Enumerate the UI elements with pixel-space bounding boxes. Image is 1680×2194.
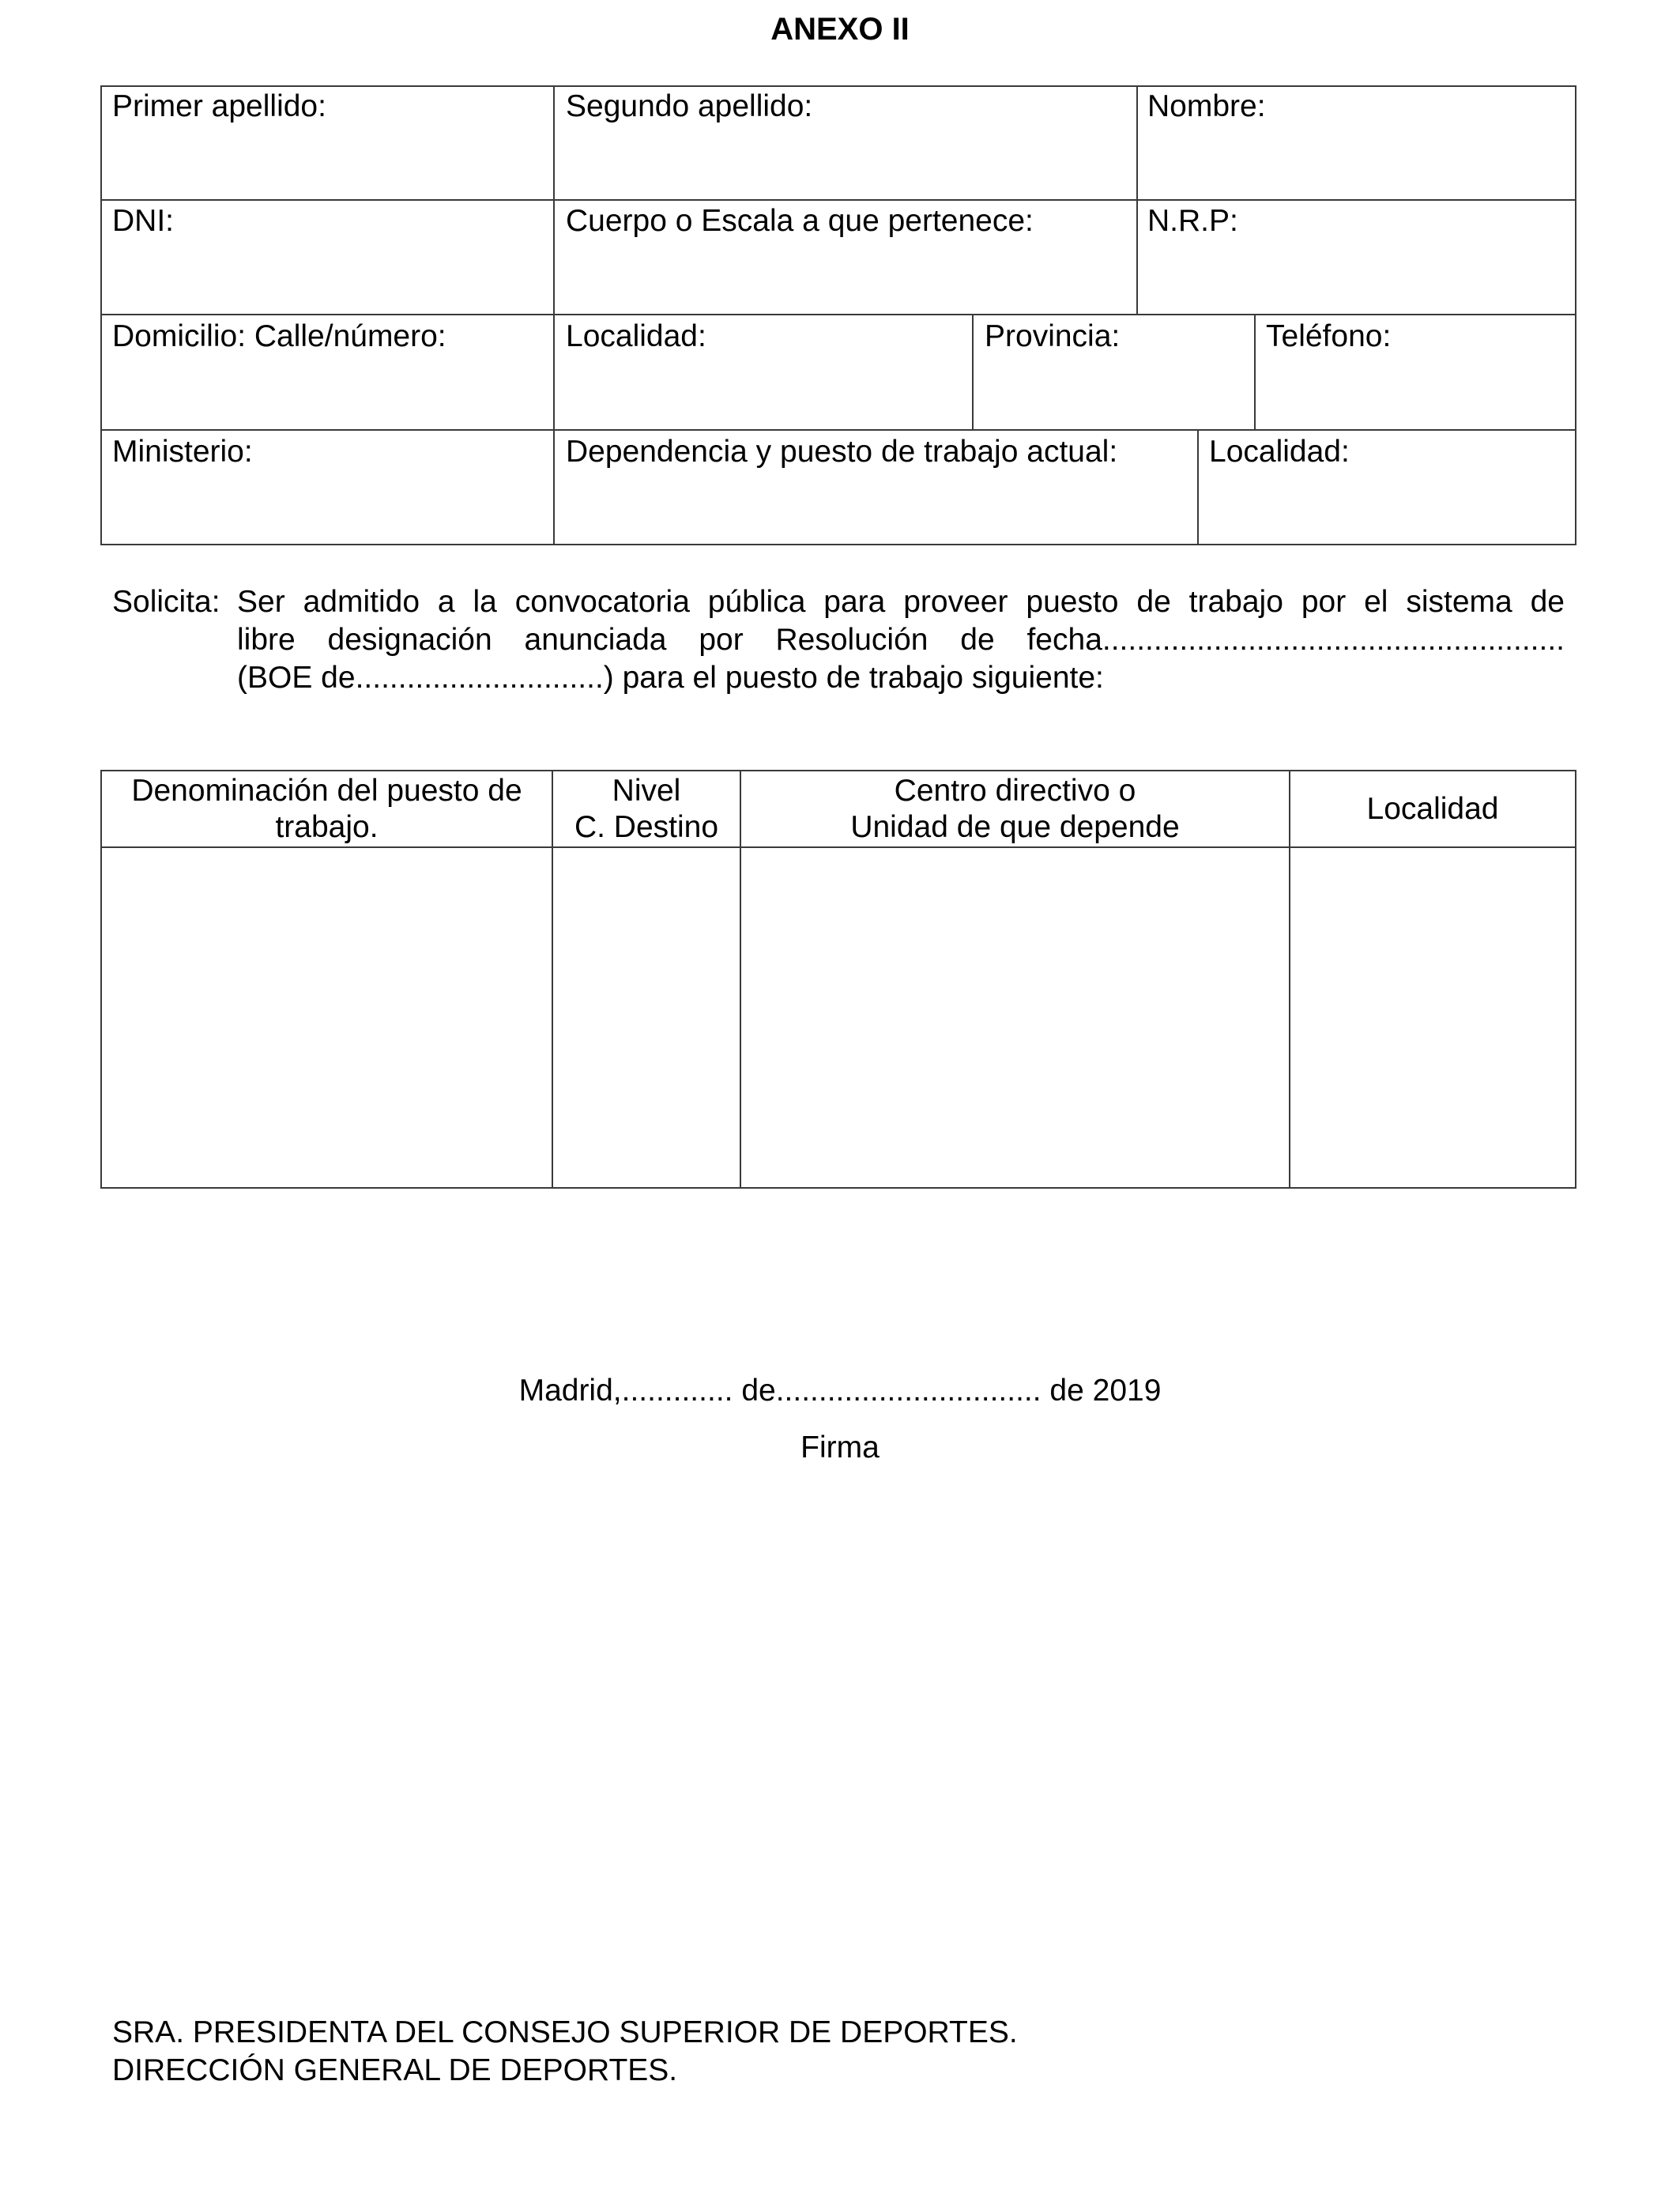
cell-denominacion[interactable] [102, 848, 552, 1187]
field-domicilio[interactable]: Domicilio: Calle/número: [112, 319, 446, 353]
column-divider [1197, 429, 1199, 545]
column-divider [553, 85, 555, 545]
cell-nivel[interactable] [553, 848, 740, 1187]
solicita-line: Ser admitido a la convocatoria pública para proveer puesto de trabajo por el sistema de [237, 585, 1565, 619]
field-dependencia-puesto[interactable]: Dependencia y puesto de trabajo actual: [566, 435, 1118, 469]
field-primer-apellido[interactable]: Primer apellido: [112, 89, 326, 123]
solicita-text [237, 583, 1565, 697]
header-nivel [553, 771, 740, 846]
addressee-line-1: SRA. PRESIDENTA DEL CONSEJO SUPERIOR DE DEPORTES. [112, 2015, 1018, 2049]
field-ministerio[interactable]: Ministerio: [112, 435, 253, 469]
cell-centro-directivo[interactable] [741, 848, 1289, 1187]
place-date: Madrid,............. de............................... de 2019 [518, 1374, 1162, 1408]
header-line: Localidad [1366, 791, 1499, 826]
solicita-line: (BOE de.............................) para el puesto de trabajo siguiente: [237, 661, 1104, 695]
header-line: Nivel [612, 773, 681, 808]
signature-label: Firma [800, 1431, 880, 1465]
page-title: ANEXO II [770, 12, 910, 47]
header-localidad [1290, 771, 1575, 846]
field-localidad-actual[interactable]: Localidad: [1209, 435, 1350, 469]
row-divider [100, 199, 1576, 201]
field-nrp[interactable]: N.R.P: [1147, 204, 1238, 238]
header-line: C. Destino [574, 809, 719, 844]
column-divider [1254, 314, 1256, 430]
field-cuerpo-escala[interactable]: Cuerpo o Escala a que pertenece: [566, 204, 1034, 238]
header-centro-directivo [741, 771, 1289, 846]
column-divider [1136, 85, 1138, 315]
field-provincia[interactable]: Provincia: [985, 319, 1121, 353]
row-divider [100, 314, 1576, 315]
field-dni[interactable]: DNI: [112, 204, 174, 238]
column-divider [972, 314, 974, 430]
solicita-label: Solicita: [112, 585, 220, 619]
row-divider [100, 429, 1576, 431]
field-segundo-apellido[interactable]: Segundo apellido: [566, 89, 813, 123]
form-border [100, 85, 1576, 545]
field-nombre[interactable]: Nombre: [1147, 89, 1266, 123]
header-line: trabajo. [275, 809, 379, 844]
addressee-line-2: DIRECCIÓN GENERAL DE DEPORTES. [112, 2053, 678, 2087]
header-line: Centro directivo o [894, 773, 1136, 808]
solicita-line: libre designación anunciada por Resolución de fecha...................................................... [237, 623, 1565, 657]
header-line: Denominación del puesto de [131, 773, 522, 808]
header-line: Unidad de que depende [850, 809, 1180, 844]
cell-localidad[interactable] [1290, 848, 1575, 1187]
field-telefono[interactable]: Teléfono: [1266, 319, 1392, 353]
header-denominacion [102, 771, 552, 846]
field-localidad[interactable]: Localidad: [566, 319, 706, 353]
